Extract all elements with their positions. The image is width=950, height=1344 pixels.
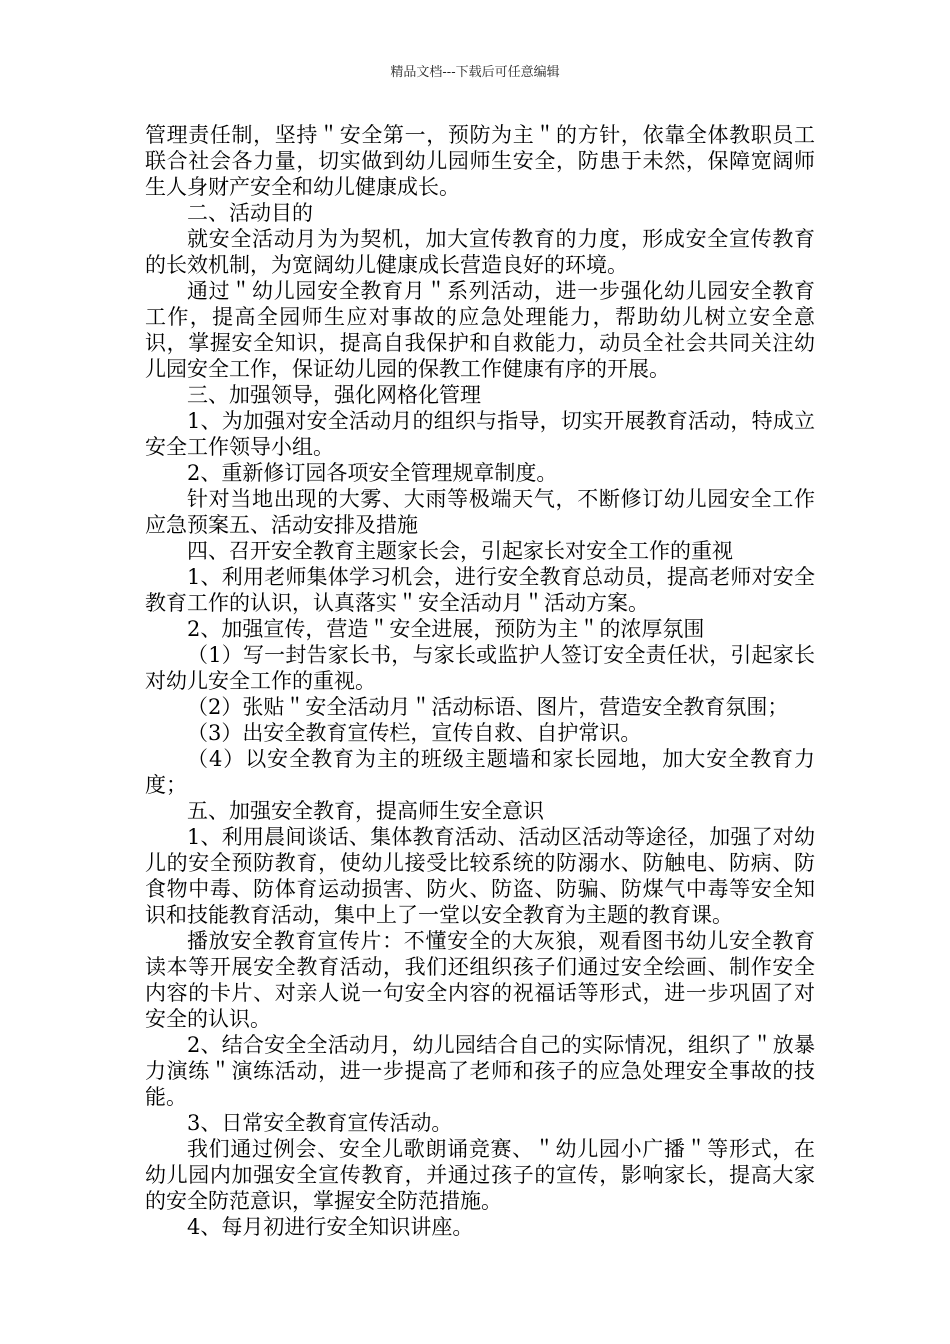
- section-heading: 二、活动目的: [187, 201, 313, 225]
- paragraph: 我们通过例会、安全儿歌朗诵竞赛、＂幼儿园小广播＂等形式，在幼儿园内加强安全宣传教育，并通过孩子的宣传，影响家长，提高大家的安全防范意识，掌握安全防范措施。: [145, 1137, 815, 1213]
- page-header: 精品文档---下载后可任意编辑: [390, 65, 560, 80]
- paragraph: 播放安全教育宣传片：不懂安全的大灰狼，观看图书幼儿安全教育读本等开展安全教育活动，我们还组织孩子们通过安全绘画、制作安全内容的卡片、对亲人说一句安全内容的祝福话等形式，进一步巩固了对安全的认识。: [145, 929, 815, 1031]
- section-heading: 三、加强领导，强化网格化管理: [187, 383, 481, 407]
- paragraph: 2、加强宣传，营造＂安全进展，预防为主＂的浓厚氛围: [187, 617, 705, 641]
- list-item: （1）写一封告家长书，与家长或监护人签订安全责任状，引起家长对幼儿安全工作的重视。: [145, 643, 815, 693]
- paragraph: 1、为加强对安全活动月的组织与指导，切实开展教育活动，特成立安全工作领导小组。: [145, 409, 815, 459]
- list-item: （2）张贴＂安全活动月＂活动标语、图片，营造安全教育氛围；: [187, 695, 789, 719]
- section-heading: 五、加强安全教育，提高师生安全意识: [187, 799, 544, 823]
- paragraph: 2、结合安全全活动月，幼儿园结合自己的实际情况，组织了＂放暴力演练＂演练活动，进一步提高了老师和孩子的应急处理安全事故的技能。: [145, 1033, 815, 1109]
- paragraph: 通过＂幼儿园安全教育月＂系列活动，进一步强化幼儿园安全教育工作，提高全园师生应对事故的应急处理能力，帮助幼儿树立安全意识，掌握安全知识，提高自我保护和自救能力，动员全社会共同关注幼儿园安全工作，保证幼儿园的保教工作健康有序的开展。: [145, 279, 815, 381]
- document-body: [145, 122, 815, 1240]
- list-item: （4）以安全教育为主的班级主题墙和家长园地，加大安全教育力度；: [145, 747, 815, 797]
- paragraph: 1、利用老师集体学习机会，进行安全教育总动员，提高老师对安全教育工作的认识，认真落实＂安全活动月＂活动方案。: [145, 565, 815, 615]
- section-heading: 四、召开安全教育主题家长会，引起家长对安全工作的重视: [187, 539, 733, 563]
- paragraph: 3、日常安全教育宣传活动。: [187, 1111, 453, 1135]
- paragraph: 针对当地出现的大雾、大雨等极端天气，不断修订幼儿园安全工作应急预案五、活动安排及措施: [145, 487, 815, 537]
- paragraph: 1、利用晨间谈话、集体教育活动、活动区活动等途径，加强了对幼儿的安全预防教育，使幼儿接受比较系统的防溺水、防触电、防病、防食物中毒、防体育运动损害、防火、防盗、防骗、防煤气中毒等安全知识和技能教育活动，集中上了一堂以安全教育为主题的教育课。: [145, 825, 815, 927]
- paragraph: 管理责任制，坚持＂安全第一，预防为主＂的方针，依靠全体教职员工联合社会各力量，切实做到幼儿园师生安全，防患于未然，保障宽阔师生人身财产安全和幼儿健康成长。: [145, 123, 815, 199]
- list-item: （3）出安全教育宣传栏，宣传自救、自护常识。: [187, 721, 642, 745]
- paragraph: 4、每月初进行安全知识讲座。: [187, 1215, 474, 1239]
- paragraph: 2、重新修订园各项安全管理规章制度。: [187, 461, 558, 485]
- paragraph: 就安全活动月为为契机，加大宣传教育的力度，形成安全宣传教育的长效机制，为宽阔幼儿健康成长营造良好的环境。: [145, 227, 815, 277]
